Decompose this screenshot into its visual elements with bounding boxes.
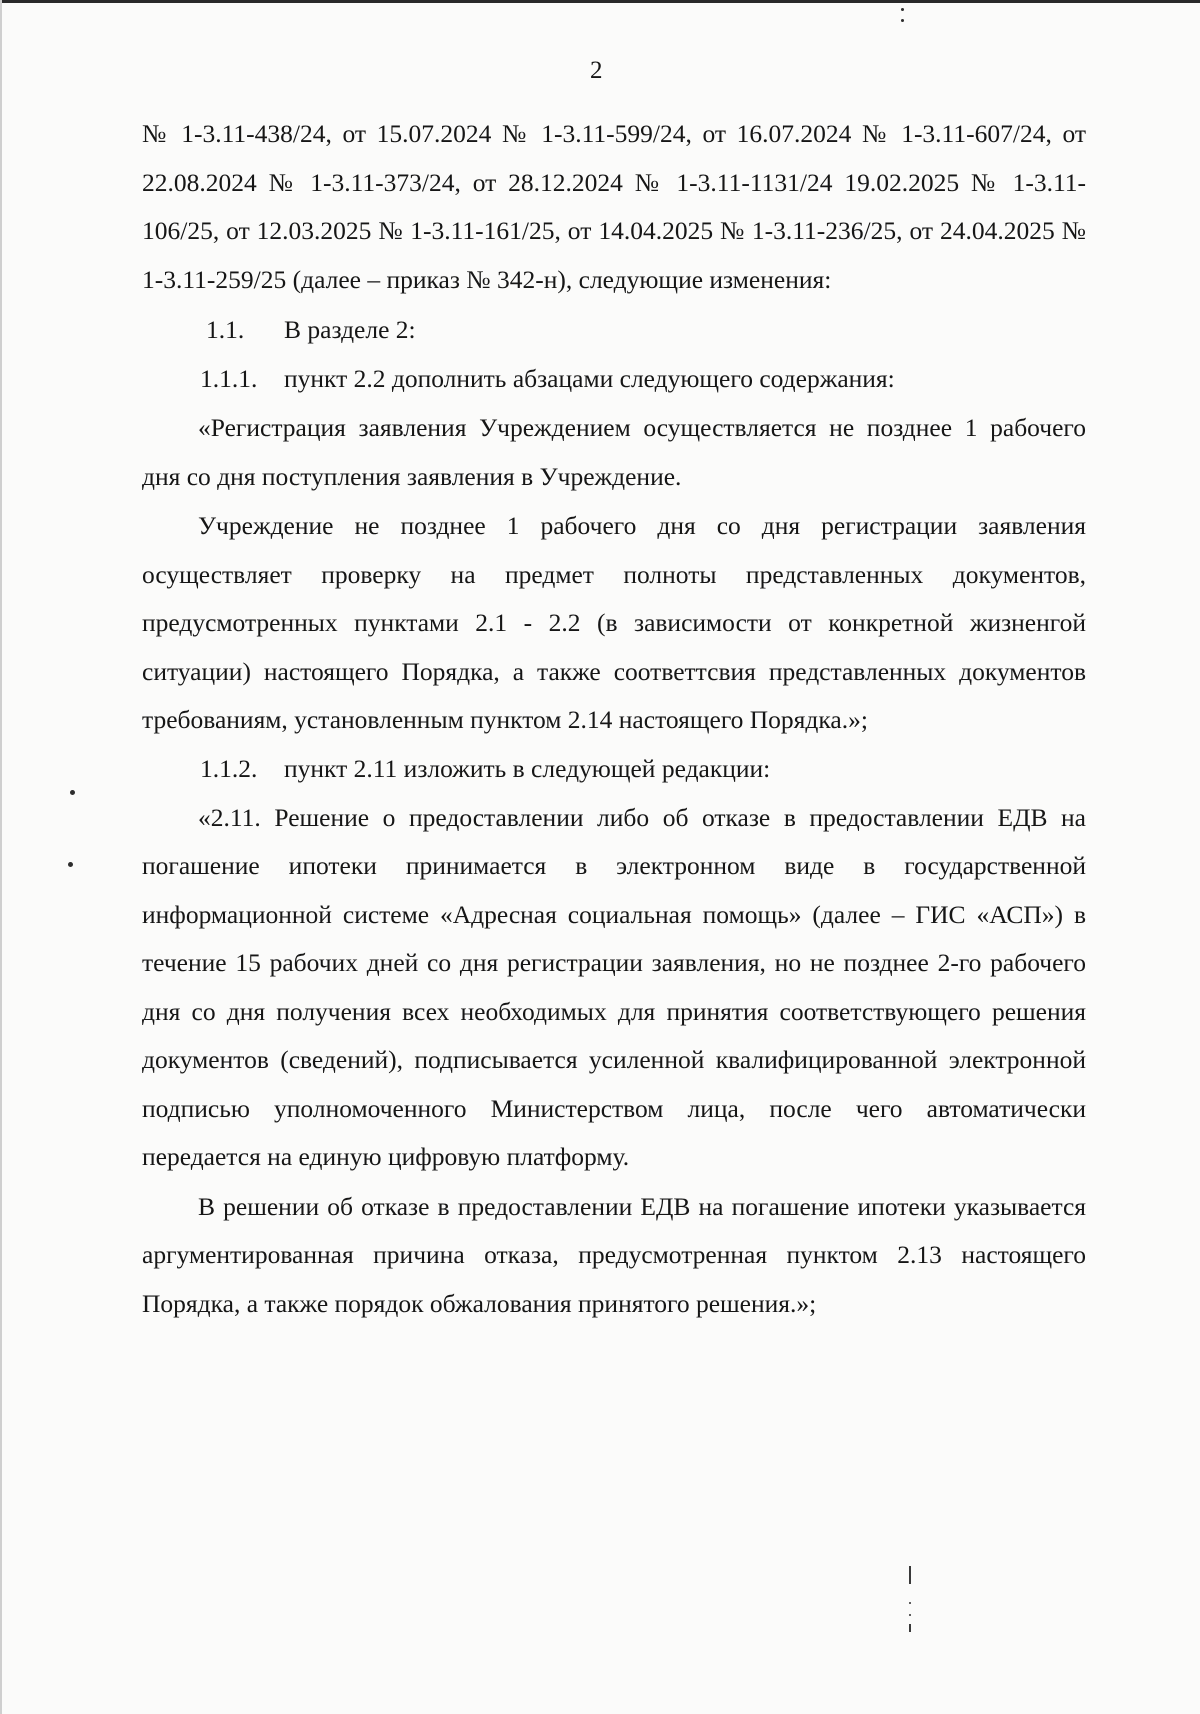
item-number: 1.1. — [206, 315, 245, 344]
item-number: 1.1.1. — [200, 364, 258, 393]
scan-left-edge — [0, 0, 2, 1714]
quote-check: Учреждение не позднее 1 рабочего дня со дня регистрации заявления осуществляет проверку на предмет полноты представленных документов, предусмотренных пунктами 2.1 - 2.2 (в зависимости от конкретной жизненгой ситуации) настоящего Порядка, а также соответтсвия представленных документов требованиям, установленным пунктом 2.14 настоящего Порядка.»; — [142, 511, 1086, 734]
scan-speck — [909, 1602, 911, 1604]
item-number: 1.1.2. — [200, 753, 258, 783]
document-body — [142, 110, 1086, 1328]
item-1-1 — [142, 306, 1086, 355]
scan-speck — [909, 1614, 911, 1616]
item-text: пункт 2.11 изложить в следующей редакции: — [284, 753, 771, 783]
item-1-1-1 — [142, 355, 1086, 404]
item-text: пункт 2.2 дополнить абзацами следующего содержания: — [284, 364, 895, 393]
scan-speck — [70, 790, 75, 795]
item-text: В разделе 2: — [284, 315, 416, 344]
scan-mark — [909, 1566, 911, 1584]
quote-registration: «Регистрация заявления Учреждением осуществляется не позднее 1 рабочего дня со дня поступления заявления в Учреждение. — [142, 413, 1086, 491]
scan-top-edge — [0, 0, 1200, 3]
scan-mark — [909, 1624, 911, 1632]
quote-decision: «2.11. Решение о предоставлении либо об отказе в предоставлении ЕДВ на погашение ипотеки принимается в электронном виде в государственной информационной системе «Адресная социальная помощь» (далее – ГИС «АСП») в течение 15 рабочих дней со дня регистрации заявления, но не позднее 2-го рабочего дня со дня получения всех необходимых для принятия соответствующего решения документов (сведений), подписывается усиленной квалифицированной электронной подписью уполномоченного Министерством лица, после чего автоматически передается на единую цифровую платформу. — [142, 802, 1086, 1171]
scan-speck — [68, 862, 73, 867]
paragraph-order-list: № 1-3.11-438/24, от 15.07.2024 № 1-3.11-599/24, от 16.07.2024 № 1-3.11-607/24, от 22.08.2024 № 1-3.11-373/24, от 28.12.2024 № 1-3.11-1131/24 19.02.2025 № 1-3.11-106/25, от 12.03.2025 № 1-3.11-161/25, от 14.04.2025 № 1-3.11-236/25, от 24.04.2025 № 1-3.11-259/25 (далее – приказ № 342-н), следующие изменения: — [142, 119, 1086, 294]
page-number: 2 — [590, 57, 603, 84]
quote-refusal: В решении об отказе в предоставлении ЕДВ на погашение ипотеки указывается аргументированная причина отказа, предусмотренная пунктом 2.13 настоящего Порядка, а также порядок обжалования принятого решения.»; — [142, 1191, 1086, 1318]
scan-speck — [901, 8, 904, 11]
item-1-1-2 — [142, 745, 1086, 794]
scan-speck — [901, 19, 904, 22]
